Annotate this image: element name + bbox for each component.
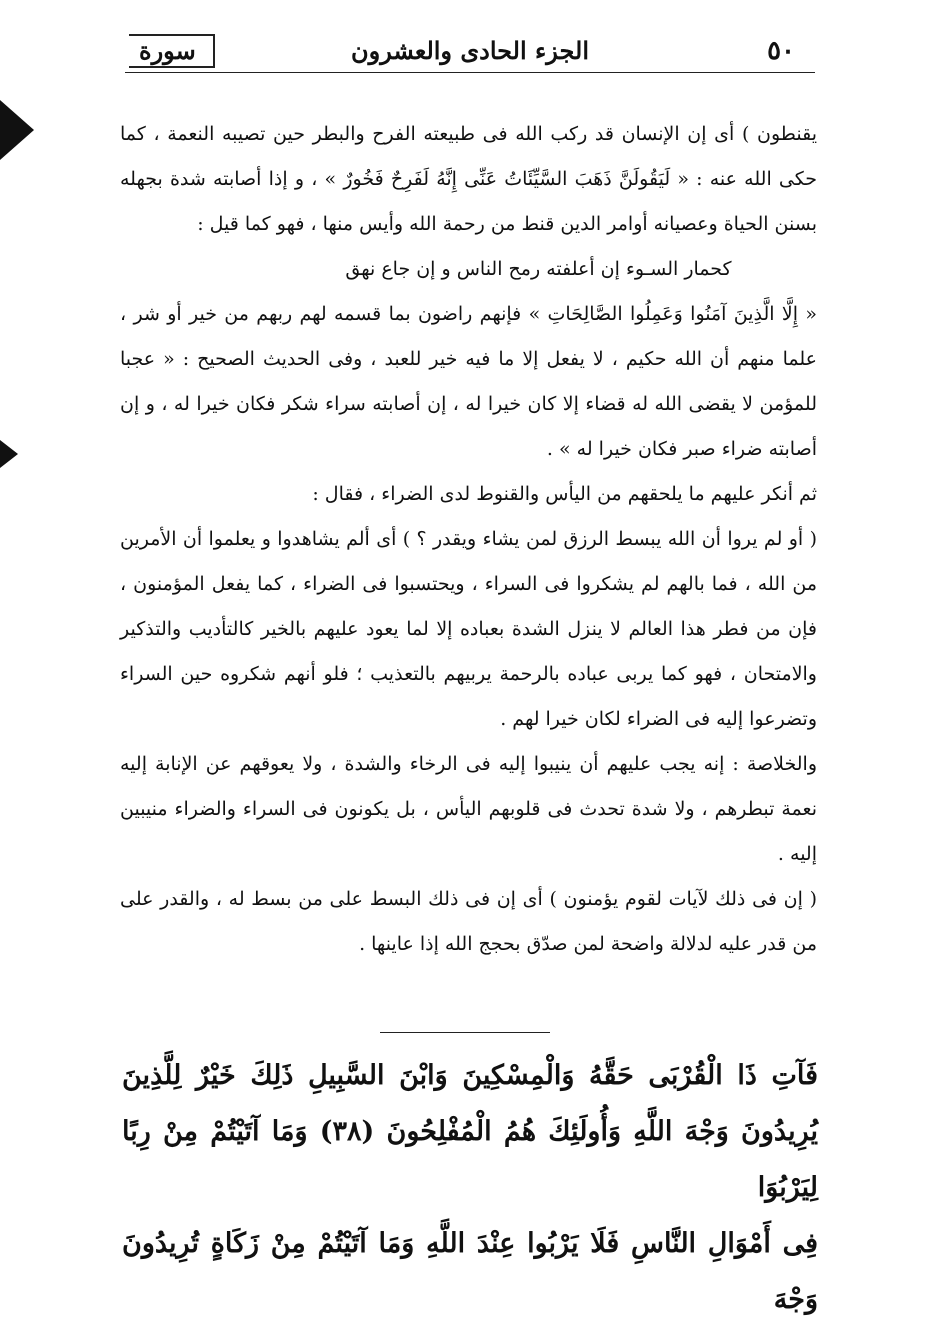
paragraph: يقنطون ) أى إن الإنسان قد ركب الله فى طبيعته الفرح والبطر حين تصيبه النعمة ، كما حكى الله عنه : « لَيَقُولَنَّ ذَهَبَ السَّيِّئَاتُ عَنِّى إِنَّهُ لَفَرِحٌ فَخُورٌ » ، و إذا أصابته شدة بجهله بسنن الحياة وعصيانه أوامر الدين قنط من رحمة الله وأيس منها ، فهو كما قيل : <box>120 123 817 235</box>
paragraph: ( إن فى ذلك لآيات لقوم يؤمنون ) أى إن فى ذلك البسط على من بسط له ، والقدر على من قدر عليه لدلالة واضحة لمن صدّق بحجج الله إذا عاينها . <box>120 888 817 955</box>
running-title: الجزء الحادى والعشرون <box>351 36 589 65</box>
paragraph: ( أو لم يروا أن الله يبسط الرزق لمن يشاء ويقدر ؟ ) أى ألم يشاهدوا و يعلموا أن الأمرين من الله ، فما بالهم لم يشكروا فى السراء ، ويحتسبوا فى الضراء ، كما يفعل المؤمنون ، فإن من فطر هذا العالم لا ينزل الشدة بعباده إلا لما يعود عليهم بالخير كالتأديب والتذكير والامتحان ، فهو كما يربى عباده بالرحمة يربيهم بالتعذيب ؛ فلو أنهم شكروه حين السراء وتضرعوا إليه فى الضراء لكان خيرا لهم . <box>120 528 817 730</box>
surah-label: سورة <box>139 36 196 65</box>
poetry-verse: كحمار السـوء إن أعلفته رمح الناس و إن جاع نهق <box>345 258 732 280</box>
quran-line: يُرِيدُونَ وَجْهَ اللَّهِ وَأُولَئِكَ هُمُ الْمُفْلِحُونَ (٣٨) وَمَا آتَيْتُمْ مِنْ رِبًا لِيَرْبُوَا <box>122 1116 818 1203</box>
quran-line: فِى أَمْوَالِ النَّاسِ فَلَا يَرْبُوا عِنْدَ اللَّهِ وَمَا آتَيْتُمْ مِنْ زَكَاةٍ تُرِيدُونَ وَجْهَ <box>122 1228 818 1315</box>
paragraph: والخلاصة : إنه يجب عليهم أن ينيبوا إليه فى الرخاء والشدة ، ولا يعوقهم عن الإنابة إليه نعمة تبطرهم ، ولا شدة تحدث فى قلوبهم اليأس ، بل يكونون فى السراء والضراء منيبين إليه . <box>120 753 817 865</box>
section-divider <box>380 1032 550 1033</box>
quran-line: فَآتِ ذَا الْقُرْبَى حَقَّهُ وَالْمِسْكِينَ وَابْنَ السَّبِيلِ ذَلِكَ خَيْرٌ لِلَّذِينَ <box>122 1060 818 1091</box>
page-number: ٥٠ <box>767 36 795 66</box>
quran-verses <box>122 1048 818 1328</box>
paragraph: « إِلَّا الَّذِينَ آمَنُوا وَعَمِلُوا الصَّالِحَاتِ » فإنهم راضون بما قسمه لهم ربهم من خير أو شر ، علما منهم أن الله حكيم ، لا يفعل إلا ما فيه خير للعبد ، وفى الحديث الصحيح : « عجبا للمؤمن لا يقضى الله له قضاء إلا كان خيرا له ، إن أصابته سراء شكر فكان خيرا له ، و إن أصابته ضراء صبر فكان خيرا له » . <box>120 303 817 460</box>
margin-arrow-mark <box>0 100 34 160</box>
page-header <box>125 30 815 73</box>
paragraph: ثم أنكر عليهم ما يلحقهم من اليأس والقنوط لدى الضراء ، فقال : <box>312 483 817 505</box>
commentary-text <box>120 112 817 967</box>
margin-arrow-mark <box>0 440 18 468</box>
